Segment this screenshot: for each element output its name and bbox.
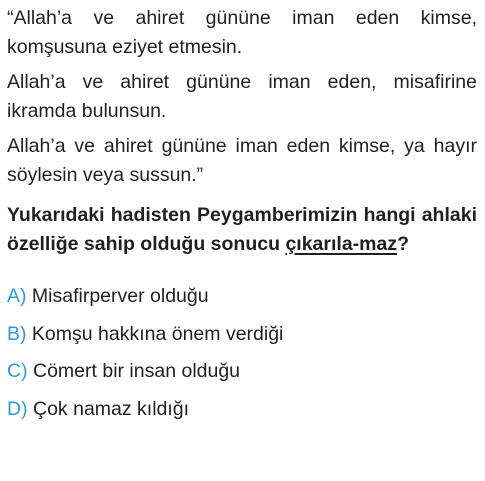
option-letter: B): [7, 322, 27, 345]
question-negation-underlined: çıkarıla-maz: [285, 233, 398, 255]
option-letter: A): [7, 285, 27, 307]
question-card: [7, 4, 477, 428]
option-text: Komşu hakkına önem verdiği: [31, 322, 284, 345]
option-b[interactable]: [7, 316, 477, 354]
option-c[interactable]: [7, 353, 477, 391]
hadith-paragraph-1: “Allah’a ve ahiret gününe iman eden kimse, komşusuna eziyet etmesin.: [7, 7, 477, 58]
option-text: Cömert bir insan olduğu: [33, 360, 241, 382]
option-d[interactable]: [7, 391, 477, 429]
question-text: Yukarıdaki hadisten Peygamberimizin hangi ahlaki özelliğe sahip olduğu sonucu: [7, 204, 477, 255]
option-letter: D): [7, 397, 28, 420]
option-letter: C): [7, 360, 28, 382]
question-mark: ?: [397, 233, 410, 255]
answer-options: [7, 278, 477, 428]
hadith-paragraph-3: Allah’a ve ahiret gününe iman eden kimse, ya hayır söylesin veya sussun.”: [7, 135, 477, 186]
question-stem: [7, 201, 477, 259]
option-text: Misafirperver olduğu: [31, 285, 209, 307]
option-a[interactable]: [7, 278, 477, 316]
option-text: Çok namaz kıldığı: [33, 397, 190, 420]
hadith-paragraph-2: Allah’a ve ahiret gününe iman eden, misafirine ikramda bulunsun.: [7, 71, 477, 122]
